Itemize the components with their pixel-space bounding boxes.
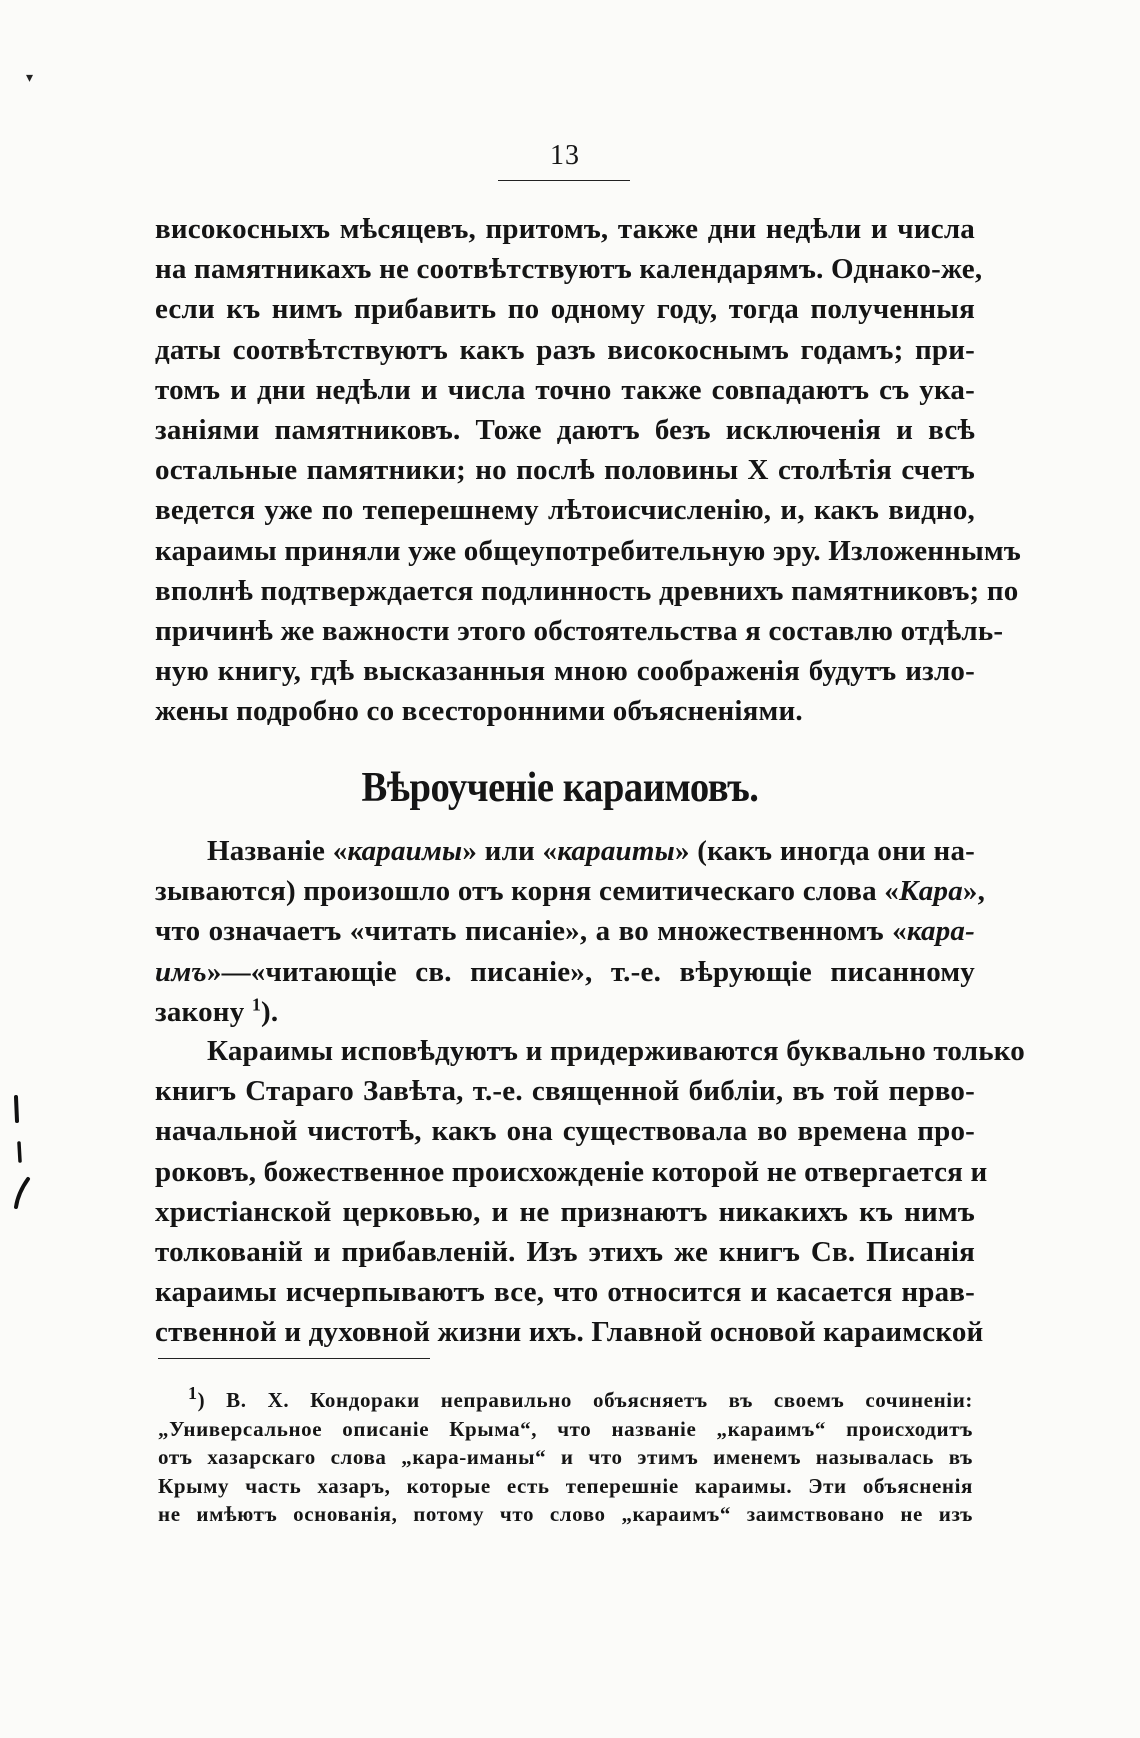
text-line: имъ»—«читающiе св. писанiе», т.-е. вѣрующiе писанному [155, 955, 975, 988]
footnote-line: отъ хазарскаго слова „кара-иманы“ и что этимъ именемъ называлась въ [158, 1445, 973, 1470]
text-line: зываются) произошло отъ корня семитическаго слова «Кара», [155, 875, 986, 908]
text-line: роковъ, божественное происхожденiе которой не отвергается и [155, 1155, 988, 1188]
text-line: на памятникахъ не соотвѣтствуютъ календарямъ. Однако-же, [155, 253, 983, 286]
footnote-rule [158, 1358, 430, 1359]
text-line: занiями памятниковъ. Тоже даютъ безъ исключенiя и всѣ [155, 414, 975, 447]
text-line: вполнѣ подтверждается подлинность древнихъ памятниковъ; по [155, 574, 1019, 607]
text-line: толкованiй и прибавленiй. Изъ этихъ же книгъ Св. Писанiя [155, 1236, 975, 1269]
text-line: високосныхъ мѣсяцевъ, притомъ, также дни недѣли и числа [155, 213, 975, 245]
text-line: томъ и дни недѣли и числа точно также совпадаютъ съ ука- [155, 373, 975, 406]
text-line: что означаетъ «читать писанiе», а во множественномъ «кара- [155, 915, 975, 948]
text-line: ведется уже по теперешнему лѣтоисчисленiю, и, какъ видно, [155, 494, 975, 527]
paragraph-1 [155, 209, 1021, 732]
corner-mark: ▾ [26, 70, 34, 86]
margin-pencil-marks [6, 1095, 46, 1215]
page-number-rule [498, 180, 630, 181]
text-line: начальной чистотѣ, какъ она существовала во времена про- [155, 1115, 975, 1148]
footnote-line: Крыму часть хазаръ, которые есть теперешнiе караимы. Эти объясненiя [158, 1473, 973, 1498]
text-line: закону $^1$). [155, 994, 279, 1028]
paragraph-2 [155, 831, 986, 1032]
text-line: ную книгу, гдѣ высказанныя мною соображенiя будутъ изло- [155, 655, 975, 688]
footnote-line: 1) В. X. Кондораки неправильно объясняетъ въ своемъ сочиненiи: [188, 1383, 973, 1412]
text-line: Названiе «караимы» или «караиты» (какъ иногда они на- [207, 835, 975, 867]
footnote-reference: 1 [251, 994, 262, 1015]
footnote-marker: 1 [188, 1383, 198, 1403]
text-line: причинѣ же важности этого обстоятельства я составлю отдѣль- [155, 615, 1004, 648]
text-line: Караимы исповѣдуютъ и придерживаются буквально только [207, 1035, 1025, 1067]
paragraph-3 [155, 1031, 1025, 1353]
text-line: если къ нимъ прибавить по одному году, тогда полученныя [155, 293, 975, 326]
footnote-line: „Универсальное описанiе Крыма“, что названiе „караимъ“ происходитъ [158, 1416, 973, 1441]
text-line: книгъ Стараго Завѣта, т.-е. священной библiи, въ той перво- [155, 1075, 975, 1108]
text-line: христiанской церковью, и не признаютъ никакихъ къ нимъ [155, 1195, 975, 1228]
text-line: караимы приняли уже общеупотребительную эру. Изложеннымъ [155, 534, 1021, 567]
footnote-line: не имѣютъ основанiя, потому что слово „караимъ“ заимствовано не изъ [158, 1502, 973, 1527]
text-line: остальные памятники; но послѣ половины X столѣтiя счетъ [155, 454, 975, 487]
text-line: караимы исчерпываютъ все, что относится и касается нрав- [155, 1276, 975, 1309]
text-line: ственной и духовной жизни ихъ. Главной основой караимской [155, 1316, 984, 1349]
footnote [158, 1383, 973, 1529]
section-heading: Вѣроученiе караимовъ. [361, 765, 759, 811]
page-number: 13 [550, 140, 580, 171]
text-line: жены подробно со всесторонними объясненiями. [155, 695, 803, 728]
text-line: даты соотвѣтствуютъ какъ разъ високоснымъ годамъ; при- [155, 333, 975, 366]
